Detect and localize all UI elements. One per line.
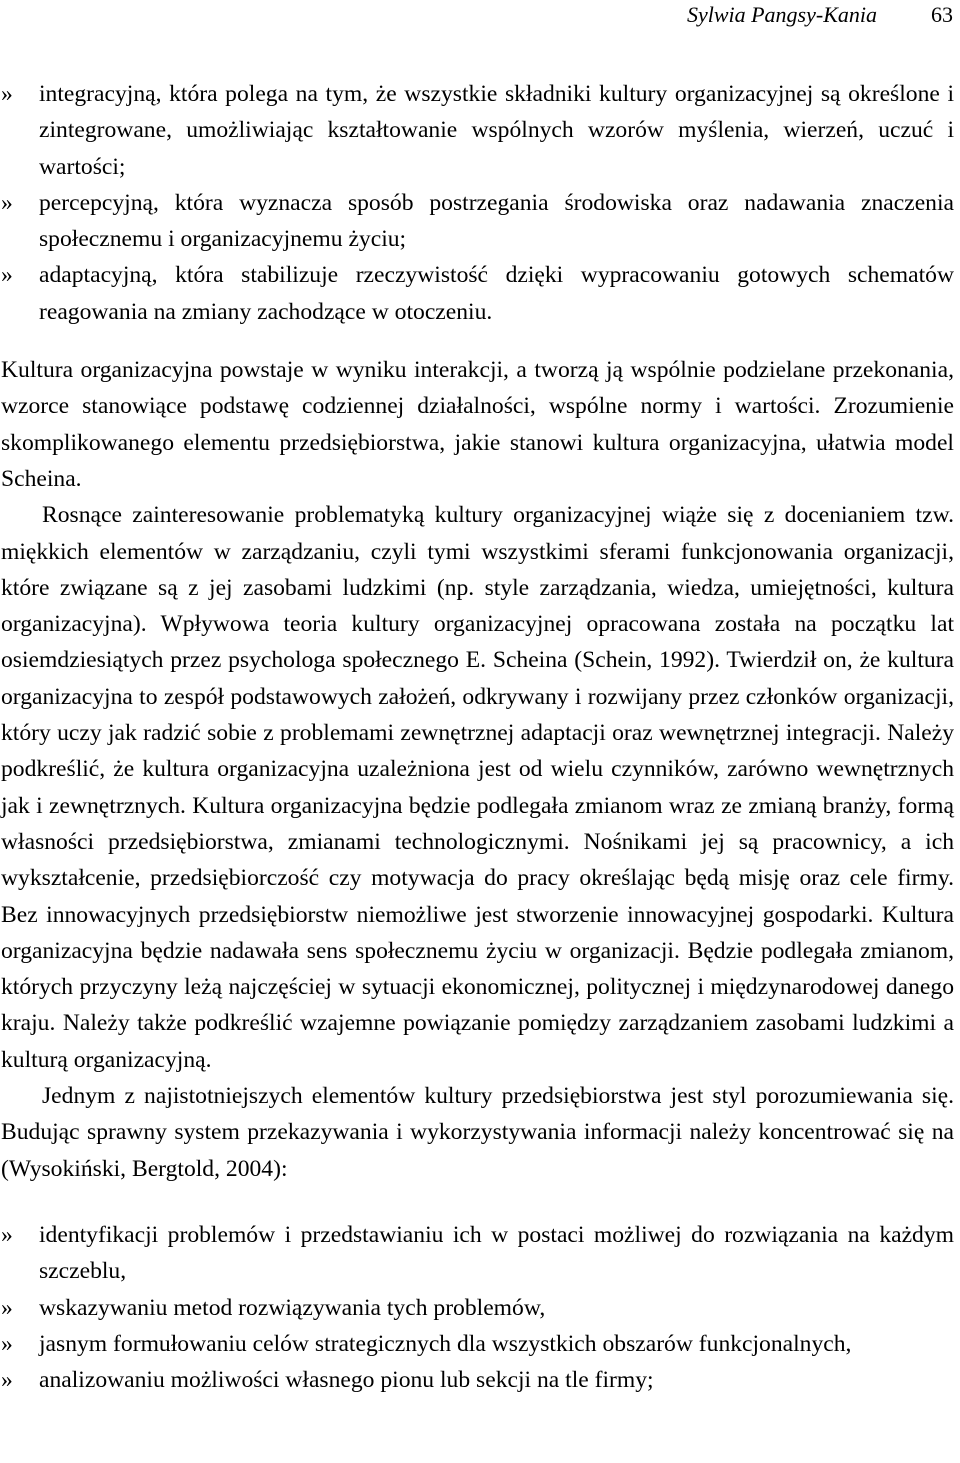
bullet-marker: »	[1, 81, 13, 107]
list-item	[1, 1217, 954, 1290]
list-item	[1, 185, 954, 258]
bullet-marker: »	[1, 262, 13, 289]
list-item	[1, 1326, 954, 1362]
list-item-text: jasnym formułowaniu celów strategicznych dla wszystkich obszarów funkcjonalnych,	[39, 1330, 852, 1357]
spacer	[1, 1187, 954, 1217]
list-item	[1, 257, 954, 330]
bullet-marker: »	[1, 189, 13, 216]
bullet-marker: »	[1, 1330, 13, 1357]
bullet-marker: »	[1, 1221, 13, 1248]
list-item-text: identyfikacji problemów i przedstawianiu ich w postaci możliwej do rozwiązania na każdym szczeblu,	[39, 1221, 954, 1285]
functions-list	[1, 76, 954, 330]
bullet-marker: »	[1, 1294, 13, 1321]
paragraph: Jednym z najistotniejszych elementów kultury przedsiębiorstwa jest styl porozumiewania się. Budując sprawny system przekazywania i wykorzystywania informacji należy koncentrować się na (Wysokiński, Bergtold, 2004):	[1, 1083, 954, 1182]
header-author: Sylwia Pangsy-Kania	[686, 2, 877, 27]
page-number: 63	[931, 2, 953, 27]
paragraph: Rosnące zainteresowanie problematyką kultury organizacyjnej wiąże się z docenianiem tzw. miękkich elementów w zarządzaniu, czyli tymi wszystkimi sferami funkcjonowania organizacji, które związane są z jej zasobami ludzkimi (np. style zarządzania, wiedza, umiejętności, kultura organizacyjna). Wpływowa teoria kultury organizacyjnej opracowana została na początku lat osiemdziesiątych przez psychologa społecznego E. Scheina (Schein, 1992). Twierdził on, że kultura organizacyjna to zespół podstawowych założeń, odkrywany i rozwijany przez członków organizacji, który uczy jak radzić sobie z problemami zewnętrznej adaptacji oraz wewnętrznej integracji. Należy podkreślić, że kultura organizacyjna uzależniona jest od wielu czynników, zarówno wewnętrznych jak i zewnętrznych. Kultura organizacyjna będzie podlegała zmianom wraz ze zmianą branży, formą własności przedsiębiorstwa, zmianami technologicznymi. Nośnikami jej są pracownicy, a ich wykształcenie, przedsiębiorczość czy motywacja do pracy określając będą misję oraz cele firmy. Bez innowacyjnych przedsiębiorstw niemożliwe jest stworzenie innowacyjnej gospodarki. Kultura organizacyjna będzie nadawała sens społecznemu życiu w organizacji. Będzie podlegała zmianom, których przyczyny leżą najczęściej w sytuacji ekonomicznej, politycznej i międzynarodowej danego kraju. Należy także podkreślić wzajemne powiązanie pomiędzy zarządzaniem zasobami ludzkimi a kulturą organizacyjną.	[1, 502, 954, 1073]
list-item	[1, 1290, 954, 1326]
list-item-text: analizowaniu możliwości własnego pionu lub sekcji na tle firmy;	[39, 1367, 654, 1394]
list-item-text: percepcyjną, która wyznacza sposób postrzegania środowiska oraz nadawania znaczenia społecznemu i organizacyjnemu życiu;	[39, 189, 954, 253]
list-item-text: adaptacyjną, która stabilizuje rzeczywistość dzięki wypracowaniu gotowych schematów reagowania na zmiany zachodzące w otoczeniu.	[39, 262, 954, 325]
running-header	[0, 1, 955, 29]
list-item-text: integracyjną, która polega na tym, że wszystkie składniki kultury organizacyjnej są określone i zintegrowane, umożliwiając kształtowanie wspólnych wzorów myślenia, wierzeń, uczuć i wartości;	[39, 81, 954, 180]
body-text	[1, 76, 954, 1398]
bullet-marker: »	[1, 1367, 13, 1394]
list-item	[1, 1362, 954, 1398]
spacer	[1, 330, 954, 352]
paragraph: Kultura organizacyjna powstaje w wyniku interakcji, a tworzą ją wspólnie podzielane przekonania, wzorce stanowiące podstawę codziennej działalności, wspólne normy i wartości. Zrozumienie skomplikowanego elementu przedsiębiorstwa, jakie stanowi kultura organizacyjna, ułatwia model Scheina.	[1, 357, 954, 492]
list-item-text: wskazywaniu metod rozwiązywania tych problemów,	[39, 1294, 546, 1321]
list-item	[1, 76, 954, 185]
communication-list	[1, 1217, 954, 1398]
